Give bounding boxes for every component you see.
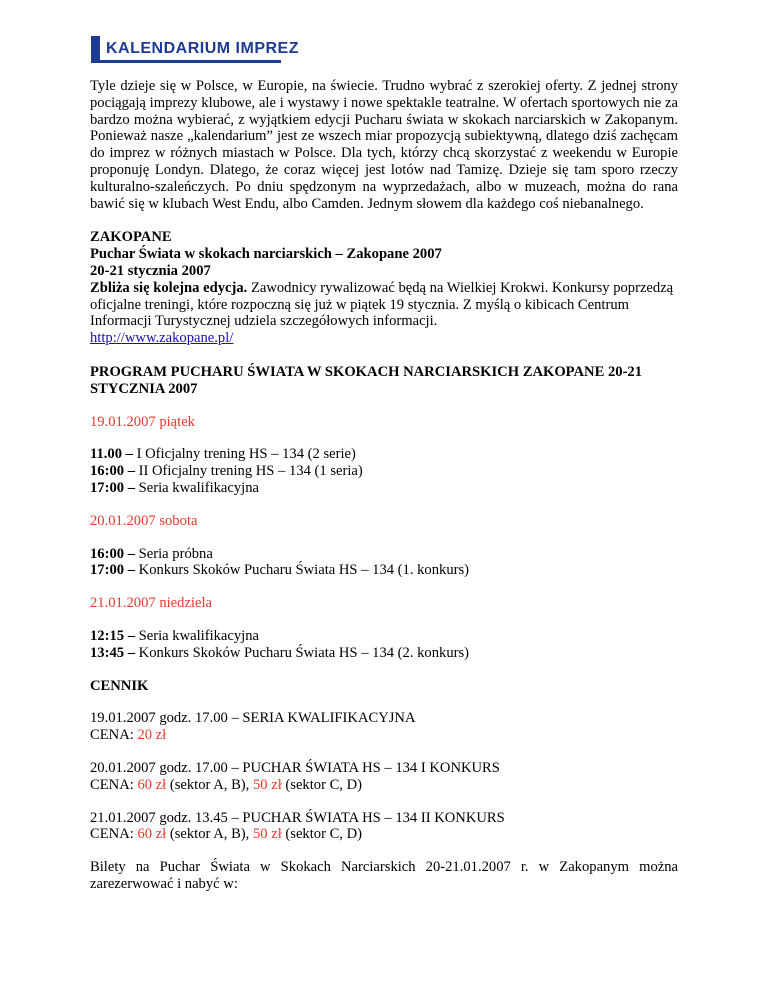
program-item	[90, 480, 678, 497]
price-entry-cost	[90, 727, 678, 744]
price-note: (sektor A, B),	[166, 826, 253, 843]
program-item	[90, 645, 678, 662]
intro-paragraph: Tyle dzieje się w Polsce, w Europie, na świecie. Trudno wybrać z szerokiej oferty. Z jednej strony pociągają imprezy klubowe, ale i wystawy i nowe spektakle teatralne. W ofertach sportowych nie za bardzo można wybierać, z wyjątkiem edycji Pucharu świata w skokach narciarskich w Zakopanym. Ponieważ nasze „kalendarium” jest ze wszech miar propozycją subiektywną, dlatego dziś zachęcam do imprez w różnych miastach w Polsce. Dla tych, którzy chcą skorzystać z weekendu w Europie proponuję Londyn. Dlatego, że coraz więcej jest lotów nad Tamizę. Dzieje się tam sporo rzeczy kulturalno-szaleńczych. Po dniu spędzonym na wyprzedażach, albo w muzeach, można do rana bawić się w klubach West Endu, albo Camden. Jednym słowem dla każdego coś niebanalnego.	[90, 78, 678, 212]
program-item	[90, 546, 678, 563]
program-item-time: 16:00 –	[90, 545, 135, 562]
program-item-time: 16:00 –	[90, 463, 135, 480]
event-lead-text: Zawodnicy rywalizować będą na Wielkiej Krokwi. Konkursy poprzedzą oficjalne treningi, które rozpoczną się już w piątek 19 stycznia. Z myślą o kibicach Centrum Informacji Turystycznej udziela szczegółowych informacji.	[90, 279, 674, 330]
program-item-desc: I Oficjalny trening HS – 134 (2 serie)	[132, 446, 356, 463]
program-day-date: 20.01.2007 sobota	[90, 512, 198, 529]
program-item-desc: Konkurs Skoków Pucharu Świata HS – 134 (1. konkurs)	[135, 562, 470, 579]
price-label: CENA:	[90, 776, 138, 793]
price-label: CENA:	[90, 727, 138, 744]
program-item-desc: Seria kwalifikacyjna	[135, 479, 259, 496]
program-day-items	[90, 446, 678, 496]
program-item	[90, 628, 678, 645]
price-entry-cost	[90, 777, 678, 794]
price-entry-title: 20.01.2007 godz. 17.00 – PUCHAR ŚWIATA HS – 134 I KONKURS	[90, 759, 500, 776]
tickets-paragraph: Bilety na Puchar Świata w Skokach Narciarskich 20-21.01.2007 r. w Zakopanym można zarezerwować i nabyć w:	[90, 859, 678, 892]
price-entry	[90, 760, 678, 794]
program-day-items	[90, 546, 678, 580]
program-item-desc: Seria kwalifikacyjna	[135, 627, 259, 644]
program-item	[90, 562, 678, 579]
price-note: (sektor C, D)	[281, 826, 363, 843]
pricing-heading: CENNIK	[90, 677, 149, 694]
program-item-time: 13:45 –	[90, 644, 135, 661]
program-heading: PROGRAM PUCHARU ŚWIATA W SKOKACH NARCIARSKICH ZAKOPANE 20-21 STYCZNIA 2007	[90, 363, 643, 397]
header-accent-bar	[91, 36, 100, 62]
event-section	[90, 229, 678, 347]
program-item-desc: II Oficjalny trening HS – 134 (1 seria)	[135, 463, 363, 480]
price-entry-title: 19.01.2007 godz. 17.00 – SERIA KWALIFIKACYJNA	[90, 710, 416, 727]
header-underline	[91, 60, 281, 63]
program-item-desc: Konkurs Skoków Pucharu Świata HS – 134 (2. konkurs)	[135, 644, 470, 661]
program-item-time: 17:00 –	[90, 479, 135, 496]
event-dates: 20-21 stycznia 2007	[90, 262, 211, 279]
price-entry-title: 21.01.2007 godz. 13.45 – PUCHAR ŚWIATA HS – 134 II KONKURS	[90, 809, 505, 826]
price-value: 60 zł	[137, 776, 167, 793]
program-day-items	[90, 628, 678, 662]
program-item-time: 11.00 –	[90, 446, 133, 463]
event-description	[90, 280, 678, 330]
price-note: (sektor C, D)	[281, 776, 363, 793]
price-label: CENA:	[90, 826, 138, 843]
program-item-time: 12:15 –	[90, 627, 135, 644]
program-day-date: 19.01.2007 piątek	[90, 413, 195, 430]
price-value: 60 zł	[137, 826, 167, 843]
document-body	[90, 78, 678, 910]
price-value: 50 zł	[252, 826, 282, 843]
event-city: ZAKOPANE	[90, 229, 172, 246]
program-day-date: 21.01.2007 niedziela	[90, 595, 212, 612]
program-item	[90, 446, 678, 463]
program-item-desc: Seria próbna	[135, 545, 213, 562]
price-note: (sektor A, B),	[166, 776, 253, 793]
page-title: KALENDARIUM IMPREZ	[106, 40, 299, 57]
price-value: 20 zł	[137, 727, 167, 744]
page-header	[91, 38, 299, 60]
program-item-time: 17:00 –	[90, 562, 135, 579]
event-name: Puchar Świata w skokach narciarskich – Zakopane 2007	[90, 246, 442, 263]
price-entry	[90, 810, 678, 844]
price-entry-cost	[90, 826, 678, 843]
price-value: 50 zł	[252, 776, 282, 793]
event-link[interactable]: http://www.zakopane.pl/	[90, 330, 234, 347]
event-lead-bold: Zbliża się kolejna edycja.	[90, 279, 248, 296]
price-entry	[90, 710, 678, 744]
program-item	[90, 463, 678, 480]
